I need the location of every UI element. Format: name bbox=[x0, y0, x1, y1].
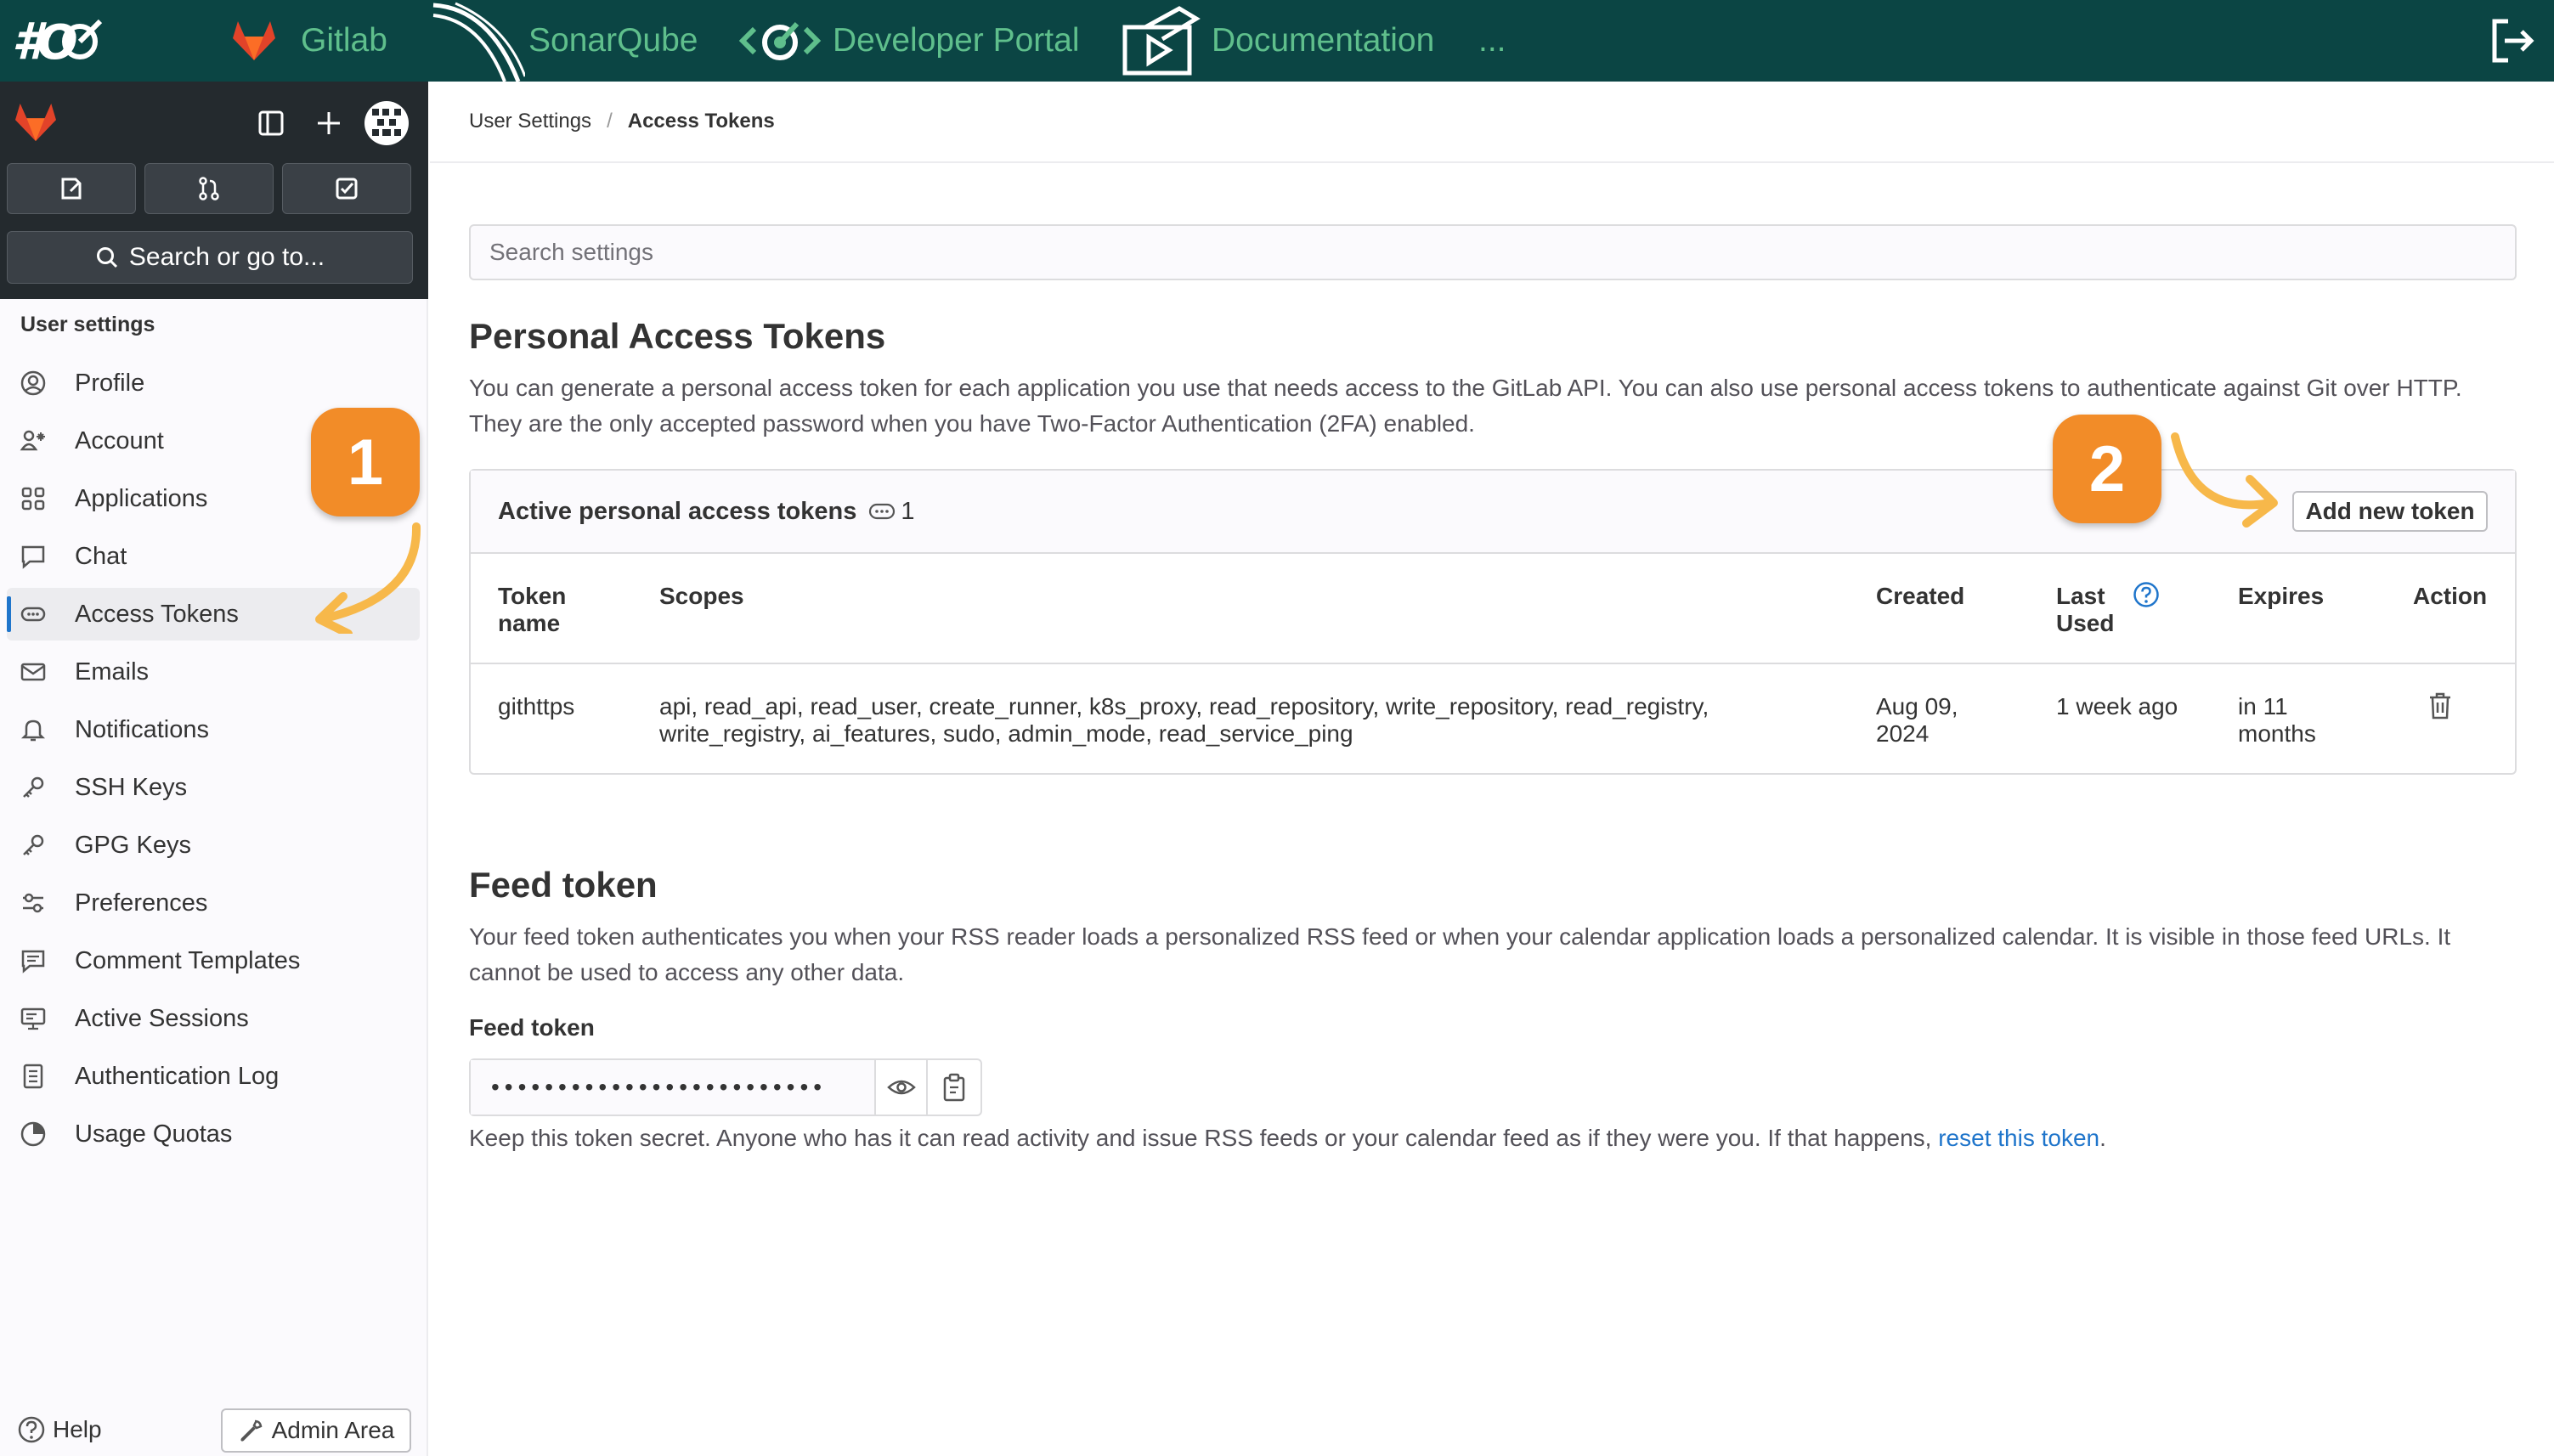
admin-area-label: Admin Area bbox=[271, 1417, 395, 1443]
column-action: Action bbox=[2413, 583, 2488, 609]
merge-requests-button[interactable] bbox=[144, 163, 274, 214]
sidebar-item-label: Emails bbox=[75, 657, 150, 686]
sidebar-item-label: Comment Templates bbox=[75, 946, 301, 974]
column-token-name[interactable]: Token name bbox=[498, 583, 567, 636]
developer-portal-label: Developer Portal bbox=[833, 22, 1080, 59]
issues-icon bbox=[59, 176, 84, 201]
breadcrumb-parent[interactable]: User Settings bbox=[469, 110, 592, 133]
sidebar-item-label: Access Tokens bbox=[75, 600, 239, 628]
sidebar-item-ssh-keys[interactable] bbox=[7, 761, 420, 814]
help-button[interactable] bbox=[17, 1410, 102, 1449]
feed-token-help bbox=[469, 1125, 2106, 1152]
sidebar-item-emails[interactable] bbox=[7, 646, 420, 698]
sonarqube-link[interactable] bbox=[430, 0, 698, 82]
logout-button[interactable] bbox=[2488, 0, 2537, 82]
eye-icon bbox=[887, 1077, 916, 1098]
sidebar-item-label: Applications bbox=[75, 484, 208, 512]
developer-portal-link[interactable] bbox=[737, 0, 1079, 82]
sidebar-header bbox=[0, 82, 428, 299]
step-1-arrow-icon bbox=[299, 520, 427, 634]
feed-help-text: Keep this token secret. Anyone who has it can read activity and issue RSS feeds or your calendar feed as if they were you. If that happens, bbox=[469, 1125, 1932, 1151]
search-label: Search or go to... bbox=[128, 243, 325, 271]
table-row bbox=[471, 666, 2515, 773]
table-header bbox=[471, 556, 2515, 664]
search-or-go-button[interactable] bbox=[7, 231, 413, 284]
company-logo-icon bbox=[12, 11, 107, 71]
pat-title: Personal Access Tokens bbox=[469, 316, 886, 356]
sidebar-item-label: Usage Quotas bbox=[75, 1120, 233, 1148]
token-icon bbox=[19, 600, 48, 629]
wrench-icon bbox=[238, 1418, 263, 1443]
search-settings-placeholder: Search settings bbox=[489, 239, 653, 265]
reset-token-link[interactable]: reset this token bbox=[1938, 1125, 2100, 1151]
preferences-icon bbox=[19, 889, 48, 917]
documentation-link[interactable] bbox=[1120, 0, 1434, 82]
merge-request-icon bbox=[196, 176, 222, 201]
sidebar-item-label: Authentication Log bbox=[75, 1062, 280, 1090]
gitlab-link[interactable] bbox=[231, 0, 387, 82]
step-1-badge: 1 bbox=[311, 408, 420, 516]
copy-token-button[interactable] bbox=[928, 1060, 980, 1115]
gitlab-label: Gitlab bbox=[301, 22, 387, 59]
todo-icon bbox=[334, 176, 359, 201]
svg-text:O: O bbox=[37, 15, 78, 71]
feed-token-input[interactable]: ••••••••••••••••••••••••• bbox=[471, 1060, 876, 1115]
token-last-used-cell: 1 week ago bbox=[2056, 693, 2178, 720]
token-name-cell: githttps bbox=[498, 693, 575, 720]
applications-icon bbox=[19, 484, 48, 513]
search-icon bbox=[95, 245, 119, 269]
sidebar-item-notifications[interactable] bbox=[7, 703, 420, 756]
revoke-token-button[interactable] bbox=[2427, 691, 2454, 720]
trash-icon bbox=[2427, 691, 2454, 720]
bell-icon bbox=[19, 715, 48, 744]
search-settings-input[interactable] bbox=[469, 224, 2517, 280]
sidebar-item-label: Profile bbox=[75, 369, 145, 397]
sidebar-item-authentication-log[interactable] bbox=[7, 1050, 420, 1103]
create-new-button[interactable] bbox=[308, 102, 350, 144]
sidebar-item-usage-quotas[interactable] bbox=[7, 1108, 420, 1160]
top-bar bbox=[0, 0, 2554, 82]
gitlab-logo-icon bbox=[14, 102, 58, 143]
help-label: Help bbox=[53, 1416, 102, 1442]
column-created[interactable]: Created bbox=[1876, 583, 1965, 609]
feed-token-label: Feed token bbox=[469, 1014, 595, 1041]
last-used-help-button[interactable] bbox=[2133, 581, 2160, 608]
token-icon bbox=[868, 502, 896, 521]
sidebar-item-comment-templates[interactable] bbox=[7, 934, 420, 987]
breadcrumb-current[interactable]: Access Tokens bbox=[627, 110, 775, 133]
company-logo[interactable] bbox=[12, 0, 107, 82]
breadcrumb-separator: / bbox=[607, 110, 613, 133]
more-label: ... bbox=[1478, 22, 1506, 59]
logout-icon bbox=[2488, 16, 2537, 65]
profile-icon bbox=[19, 369, 48, 398]
toggle-sidebar-button[interactable] bbox=[250, 102, 292, 144]
step-2-badge: 2 bbox=[2053, 415, 2161, 523]
help-icon bbox=[2133, 581, 2160, 608]
comment-icon bbox=[19, 946, 48, 975]
token-scopes-cell: api, read_api, read_user, create_runner, k8s_proxy, read_repository, write_repository, read_registry, write_registry, ai_features, sudo, admin_mode, read_service_ping bbox=[659, 693, 1709, 747]
token-expires-cell: in 11 months bbox=[2238, 693, 2316, 747]
feed-help-suffix: . bbox=[2099, 1125, 2106, 1151]
chat-icon bbox=[19, 542, 48, 571]
gitlab-home-button[interactable] bbox=[10, 99, 61, 146]
clipboard-icon bbox=[942, 1073, 966, 1102]
sonarqube-label: SonarQube bbox=[528, 22, 698, 59]
avatar-icon bbox=[364, 100, 410, 146]
documentation-label: Documentation bbox=[1212, 22, 1435, 59]
sidebar-section-title: User settings bbox=[20, 313, 155, 336]
log-icon bbox=[19, 1062, 48, 1091]
card-title: Active personal access tokens bbox=[498, 497, 857, 525]
add-new-token-button[interactable]: Add new token bbox=[2292, 491, 2488, 532]
todos-button[interactable] bbox=[282, 163, 411, 214]
sidebar-item-label: SSH Keys bbox=[75, 773, 188, 801]
quota-icon bbox=[19, 1120, 48, 1148]
sidebar-item-label: Notifications bbox=[75, 715, 209, 743]
sidebar-toggle-icon bbox=[257, 110, 285, 137]
sidebar-item-preferences[interactable] bbox=[7, 877, 420, 929]
column-last-used[interactable]: Last Used bbox=[2056, 583, 2115, 636]
column-scopes: Scopes bbox=[659, 583, 744, 609]
mail-icon bbox=[19, 657, 48, 686]
more-links-button[interactable] bbox=[1478, 0, 1506, 82]
sidebar-item-gpg-keys[interactable] bbox=[7, 819, 420, 872]
sidebar-item-label: GPG Keys bbox=[75, 831, 191, 859]
svg-text:#: # bbox=[12, 12, 48, 71]
column-expires[interactable]: Expires bbox=[2238, 583, 2325, 609]
sidebar-item-active-sessions[interactable] bbox=[7, 992, 420, 1045]
token-count-badge bbox=[868, 498, 914, 526]
feed-title: Feed token bbox=[469, 865, 658, 905]
sidebar-item-label: Active Sessions bbox=[75, 1004, 249, 1032]
issues-button[interactable] bbox=[7, 163, 136, 214]
breadcrumb bbox=[430, 82, 2554, 163]
key-icon bbox=[19, 773, 48, 802]
documentation-logo-icon bbox=[1120, 5, 1201, 76]
sidebar-item-label: Preferences bbox=[75, 889, 208, 917]
token-count: 1 bbox=[901, 497, 915, 525]
admin-area-button[interactable] bbox=[221, 1408, 411, 1453]
sidebar-item-profile[interactable] bbox=[7, 357, 420, 409]
key-icon bbox=[19, 831, 48, 860]
sidebar bbox=[0, 82, 428, 1456]
developer-portal-logo-icon bbox=[737, 15, 822, 66]
feed-token-field bbox=[469, 1058, 982, 1116]
feed-description: Your feed token authenticates you when your RSS reader loads a personalized RSS feed or when your calendar application loads a personalized calendar. It is visible in those feed URLs. It cannot be used to access any other data. bbox=[469, 923, 2451, 985]
reveal-token-button[interactable] bbox=[876, 1060, 929, 1115]
help-icon bbox=[17, 1415, 46, 1444]
sonarqube-logo-icon bbox=[430, 0, 525, 82]
step-2-arrow-icon bbox=[2168, 432, 2287, 533]
token-created-cell: Aug 09, 2024 bbox=[1876, 693, 1958, 747]
user-avatar[interactable] bbox=[360, 97, 413, 150]
monitor-icon bbox=[19, 1004, 48, 1033]
sidebar-item-label: Chat bbox=[75, 542, 127, 570]
account-icon bbox=[19, 426, 48, 455]
plus-icon bbox=[316, 110, 342, 136]
pat-description: You can generate a personal access token for each application you use that needs access to the GitLab API. You can also use personal access tokens to authenticate against Git over HTTP. They are the only accepted password when you have Two-Factor Authentication (2FA) enabled. bbox=[469, 375, 2462, 437]
gitlab-logo-icon bbox=[231, 20, 277, 62]
sidebar-item-label: Account bbox=[75, 426, 164, 454]
